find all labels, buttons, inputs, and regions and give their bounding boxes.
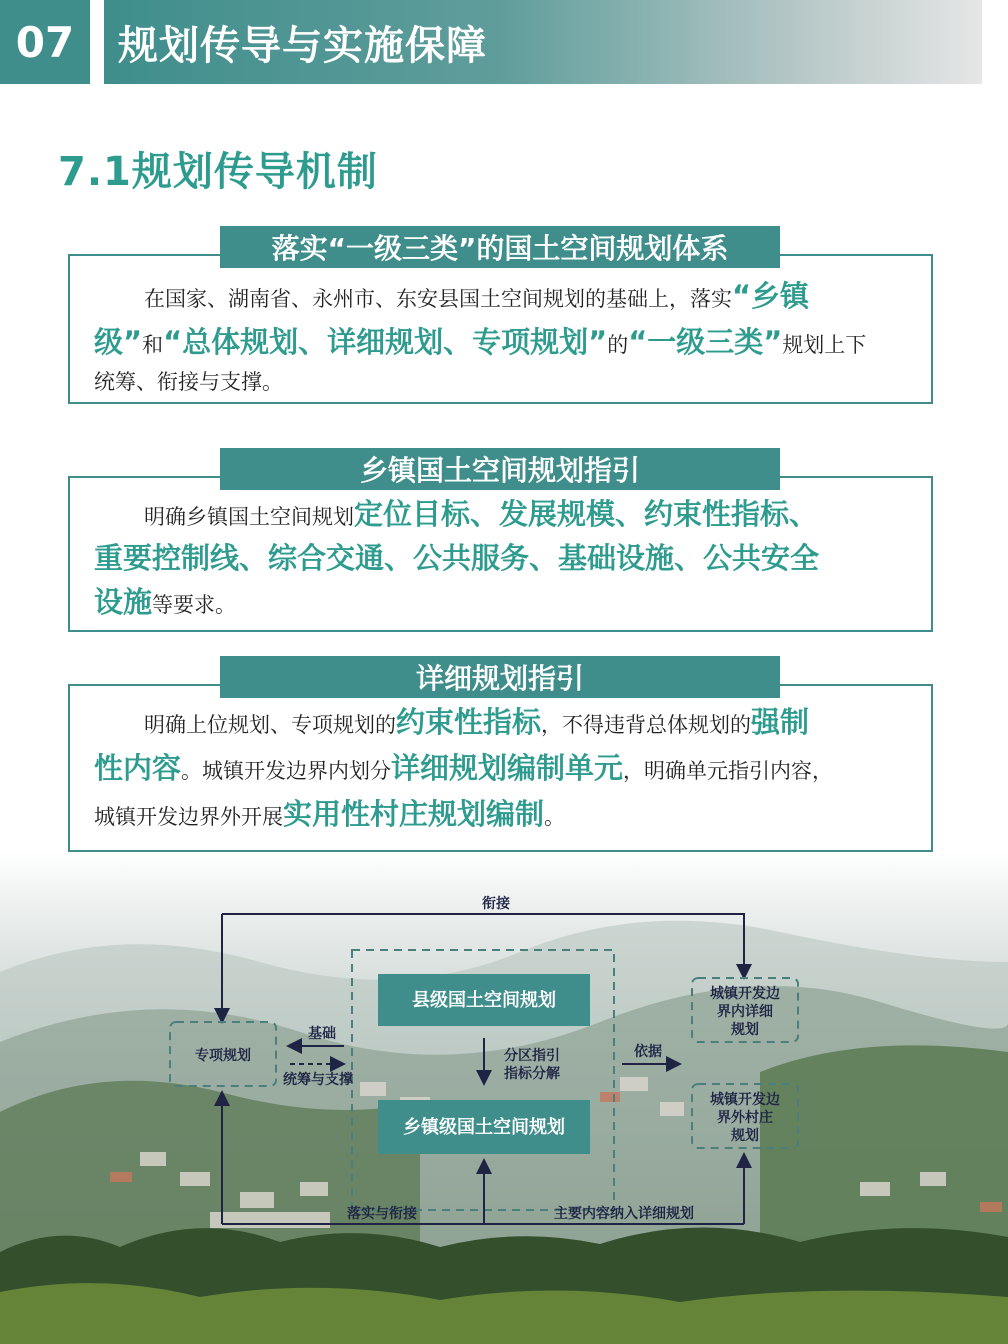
highlight-text: 性内容 — [94, 751, 182, 785]
body-text: 明确上位规划、专项规划的 — [144, 713, 396, 737]
body-text: 统筹、衔接与支撑。 — [94, 370, 283, 394]
body-text: 和 — [142, 333, 164, 357]
label-zoning-2: 指标分解 — [504, 1066, 560, 1082]
panel-text-line — [94, 792, 565, 833]
outer-village-line-1: 城镇开发边 — [710, 1092, 780, 1108]
label-support: 统筹与支撑 — [283, 1072, 353, 1088]
planning-flow-diagram — [0, 852, 1008, 1344]
body-text: 明确乡镇国土空间规划 — [144, 505, 354, 529]
panel-tab-detail-guidance: 详细规划指引 — [220, 656, 780, 698]
section-title: 7.1规划传导机制 — [58, 149, 378, 195]
body-text: 城镇开发边界外开展 — [94, 805, 283, 829]
highlight-text: 定位目标、发展规模、约束性指标、 — [354, 497, 819, 531]
panel-body — [94, 274, 913, 394]
highlight-text: “一级三类” — [628, 325, 783, 359]
highlight-text: “乡镇 — [732, 279, 810, 313]
inner-detail-line-3: 规划 — [731, 1022, 759, 1038]
town-plan-label: 乡镇级国土空间规划 — [403, 1117, 565, 1138]
label-zoning-1: 分区指引 — [504, 1048, 560, 1064]
body-text: 在国家、湖南省、永州市、东安县国土空间规划的基础上，落实 — [144, 287, 732, 311]
panel-tab-town-guidance: 乡镇国土空间规划指引 — [220, 448, 780, 490]
highlight-text: “总体规划、详细规划、专项规划” — [163, 325, 608, 359]
panel-body — [94, 492, 913, 622]
highlight-text: 重要控制线、综合交通、公共服务、基础设施、公共安全 — [94, 541, 820, 575]
panel-text-line — [94, 366, 283, 396]
body-text: 等要求。 — [152, 593, 237, 617]
village-landscape-photo — [0, 852, 1008, 1344]
panel-detail-guidance — [68, 684, 933, 852]
highlight-text: 详细规划编制单元 — [391, 751, 624, 785]
body-text: 的 — [607, 333, 629, 357]
label-basis: 基础 — [308, 1026, 336, 1042]
highlight-text: 实用性村庄规划编制 — [283, 797, 545, 831]
label-implement: 落实与衔接 — [347, 1206, 417, 1222]
highlight-text: 约束性指标 — [396, 705, 542, 739]
panel-planning-system — [68, 254, 933, 404]
panel-text-line — [94, 580, 236, 621]
highlight-text: 强制 — [751, 705, 810, 739]
body-text: ，明确单元指引内容， — [623, 759, 834, 783]
label-connect: 衔接 — [482, 896, 510, 912]
panel-text-line — [144, 700, 809, 741]
outer-village-line-3: 规划 — [731, 1128, 759, 1144]
inner-detail-line-1: 城镇开发边 — [710, 986, 780, 1002]
body-text: ，不得违背总体规划的 — [541, 713, 752, 737]
panel-text-line — [94, 536, 819, 577]
outer-village-line-2: 界外村庄 — [717, 1110, 773, 1126]
body-text: 规划上下 — [782, 333, 867, 357]
body-text: 。城镇开发边界内划分 — [181, 759, 392, 783]
panel-text-line — [144, 274, 809, 315]
panel-text-line — [94, 320, 866, 361]
body-text: 。 — [544, 805, 566, 829]
panel-body — [94, 700, 913, 840]
panel-text-line — [144, 492, 818, 533]
label-according: 依据 — [634, 1044, 662, 1060]
county-plan-label: 县级国土空间规划 — [412, 990, 556, 1011]
special-plan-label: 专项规划 — [195, 1048, 251, 1064]
panel-town-guidance — [68, 476, 933, 632]
highlight-text: 级” — [94, 325, 143, 359]
highlight-text: 设施 — [94, 585, 153, 619]
label-main-content: 主要内容纳入详细规划 — [554, 1206, 694, 1222]
panel-tab-planning-system: 落实“一级三类”的国土空间规划体系 — [220, 226, 780, 268]
chapter-title: 规划传导与实施保障 — [104, 0, 982, 84]
panel-text-line — [94, 746, 833, 787]
chapter-number: 07 — [0, 0, 90, 84]
inner-detail-line-2: 界内详细 — [717, 1004, 773, 1020]
